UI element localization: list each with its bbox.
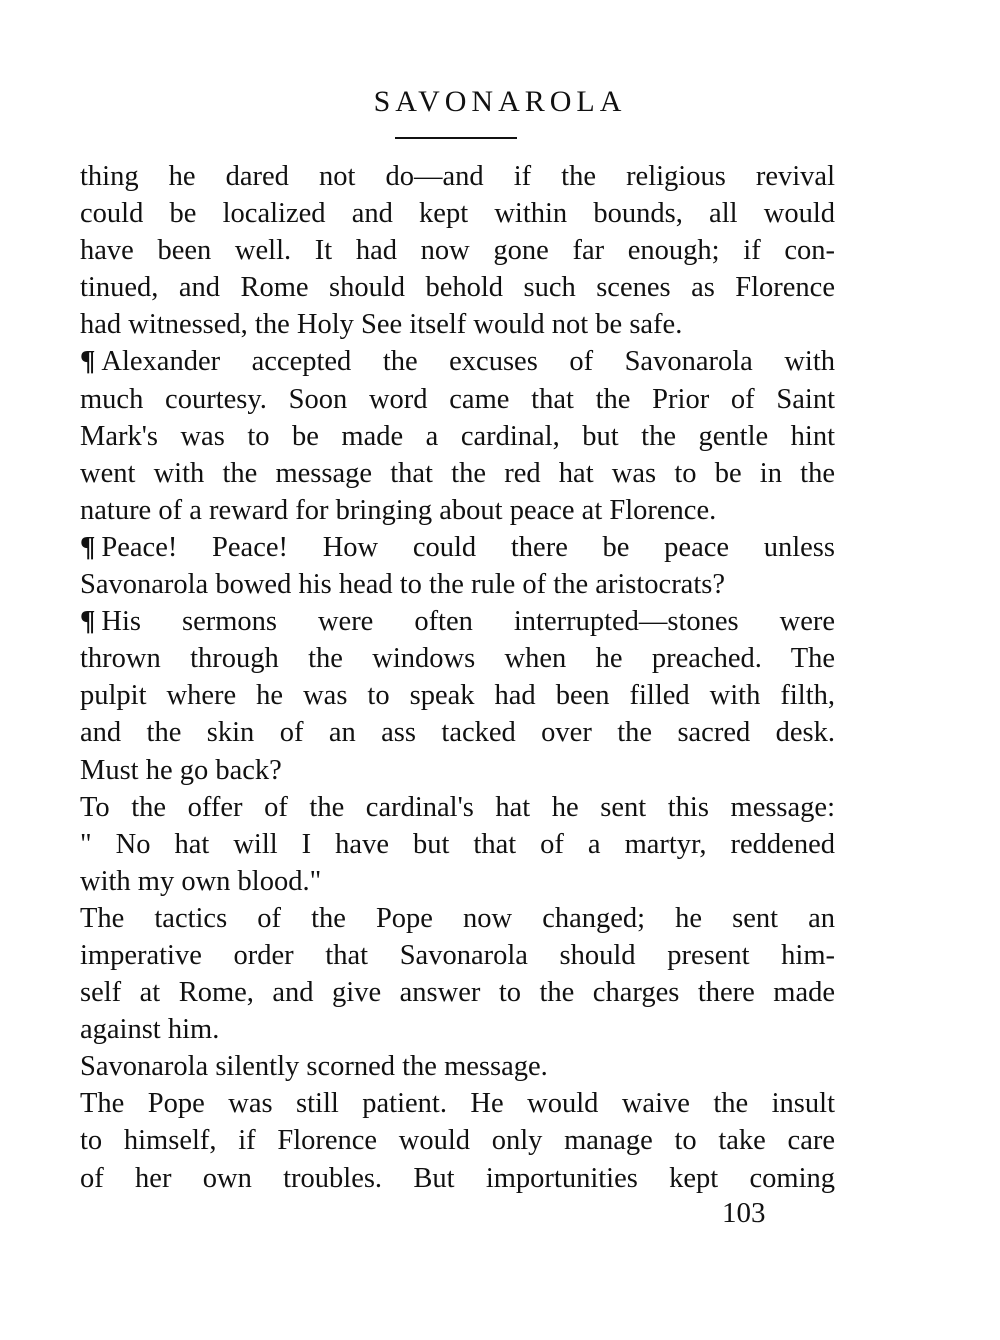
head-rule [395, 137, 517, 139]
text-line [80, 1122, 835, 1159]
line-text: with my own blood." [80, 865, 322, 897]
line-text: Peace! Peace! How could there be peace unless [101, 531, 835, 563]
line-text: thrown through the windows when he preached. The [80, 643, 835, 675]
line-text: imperative order that Savonarola should present him- [80, 939, 835, 971]
line-text: to himself, if Florence would only manage to take care [80, 1125, 835, 1157]
text-line [80, 714, 835, 751]
text-line [80, 640, 835, 677]
line-text: " No hat will I have but that of a martyr, reddened [80, 828, 835, 860]
paragraph [80, 789, 835, 900]
text-line [80, 343, 835, 380]
text-line [80, 900, 835, 937]
text-line [80, 418, 835, 455]
text-line [80, 677, 835, 714]
line-text: had witnessed, the Holy See itself would not be safe. [80, 309, 683, 341]
line-text: Savonarola silently scorned the message. [80, 1051, 548, 1083]
text-line [80, 1011, 835, 1048]
text-line [80, 937, 835, 974]
text-line [80, 455, 835, 492]
text-line [80, 826, 835, 863]
body-text [80, 158, 835, 1197]
text-line [80, 566, 835, 603]
text-line [80, 232, 835, 269]
line-text: The tactics of the Pope now changed; he sent an [80, 902, 835, 934]
text-line [80, 752, 835, 789]
text-line [80, 789, 835, 826]
text-line [80, 529, 835, 566]
page-number: 103 [722, 1197, 766, 1229]
paragraph [80, 603, 835, 788]
line-text: thing he dared not do—and if the religious revival [80, 161, 835, 192]
line-text: much courtesy. Soon word came that the Prior of Saint [80, 383, 835, 415]
line-text: went with the message that the red hat was to be in the [80, 457, 835, 489]
line-text: Alexander accepted the excuses of Savonarola with [101, 346, 835, 378]
pilcrow-mark: ¶ [80, 346, 96, 378]
line-text: tinued, and Rome should behold such scenes as Florence [80, 272, 835, 304]
text-line [80, 1085, 835, 1122]
text-line [80, 306, 835, 343]
pilcrow-mark: ¶ [80, 606, 96, 638]
line-text: Mark's was to be made a cardinal, but the gentle hint [80, 420, 835, 452]
line-text: The Pope was still patient. He would waive the insult [80, 1088, 835, 1120]
line-text: of her own troubles. But importunities kept coming [80, 1162, 835, 1194]
paragraph [80, 1085, 835, 1196]
paragraph [80, 529, 835, 603]
text-line [80, 269, 835, 306]
text-line [80, 1048, 835, 1085]
line-text: pulpit where he was to speak had been filled with filth, [80, 680, 835, 712]
text-line [80, 158, 835, 195]
text-line [80, 603, 835, 640]
line-text: could be localized and kept within bounds, all would [80, 198, 835, 230]
paragraph [80, 1048, 835, 1085]
line-text: and the skin of an ass tacked over the sacred desk. [80, 717, 835, 749]
text-line [80, 863, 835, 900]
line-text: His sermons were often interrupted—stones were [101, 606, 835, 638]
line-text: Savonarola bowed his head to the rule of the aristocrats? [80, 569, 725, 601]
pilcrow-mark: ¶ [80, 531, 96, 563]
text-line [80, 1160, 835, 1197]
line-text: Must he go back? [80, 754, 282, 786]
text-line [80, 974, 835, 1011]
line-text: To the offer of the cardinal's hat he sent this message: [80, 791, 835, 823]
paragraph [80, 158, 835, 343]
line-text: against him. [80, 1014, 220, 1046]
line-text: self at Rome, and give answer to the charges there made [80, 977, 835, 1009]
text-line [80, 492, 835, 529]
running-head: SAVONAROLA [373, 85, 627, 118]
paragraph [80, 900, 835, 1048]
paragraph [80, 343, 835, 528]
text-line [80, 381, 835, 418]
line-text: have been well. It had now gone far enough; if con- [80, 235, 835, 267]
text-line [80, 195, 835, 232]
line-text: nature of a reward for bringing about peace at Florence. [80, 494, 717, 526]
